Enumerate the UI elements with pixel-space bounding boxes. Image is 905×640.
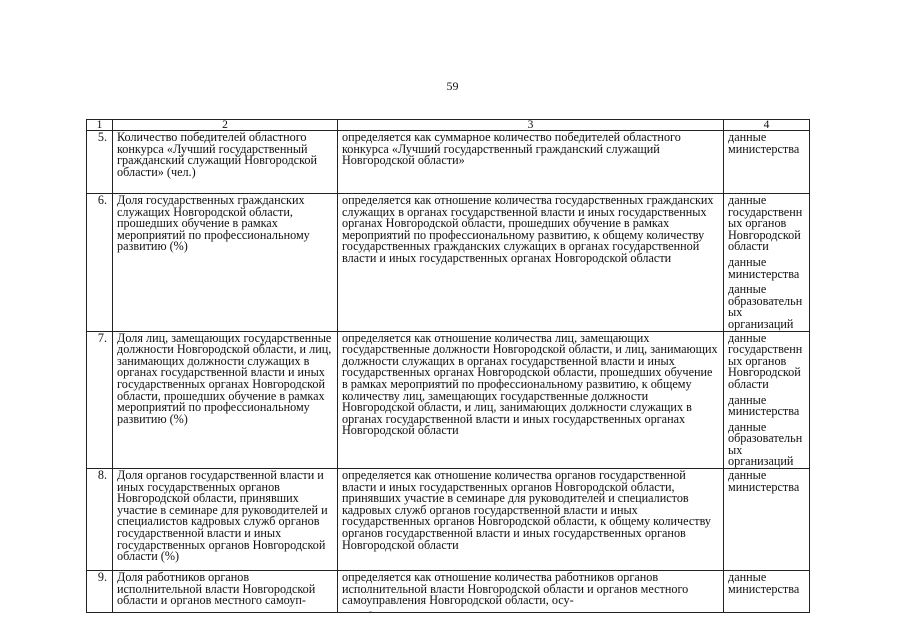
source-text: данные образовательных организаций (728, 282, 803, 331)
indicator-cell: Доля органов государственной власти и иных государственных органов Новгородской области, принявших участие в семинаре для руководителей и специалистов кадровых служб органов государственной власти и иных государственных органов Новгородской области (%) (113, 469, 338, 571)
method-cell: определяется как отношение количества лиц, замещающих государственные должности Новгородской области, и лиц, занимающих должности служащих в органах государственной власти и иных государственных органах Новгородской области, прошедших обучение в рамках мероприятий по профессиональному развитию, к общему количеству лиц, замещающих государственные должности Новгородской области, и лиц, занимающих должности служащих в органах государственной власти и иных государственных органах Новгородской области (338, 331, 724, 469)
row-number: 9. (87, 571, 113, 613)
source-text: данные государственных органов Новгородской области (728, 330, 803, 391)
source-text: данные министерства (728, 254, 800, 281)
source-text: данные министерства (728, 392, 800, 419)
row-number: 7. (87, 331, 113, 469)
header-cell: 4 (724, 120, 810, 131)
row-number: 5. (87, 131, 113, 194)
indicator-cell: Количество победителей областного конкурса «Лучший государственный гражданский служащий Новгородской области» (чел.) (113, 131, 338, 194)
header-cell: 1 (87, 120, 113, 131)
source-text: данные государственных органов Новгородской области (728, 193, 803, 254)
header-cell: 2 (113, 120, 338, 131)
header-cell: 3 (338, 120, 724, 131)
source-text: данные министерства (728, 468, 800, 494)
source-cell (724, 469, 810, 571)
table-row (87, 194, 810, 332)
method-cell: определяется как суммарное количество победителей областного конкурса «Лучший государственный гражданский служащий Новгородской области» (338, 131, 724, 194)
source-text: данные образовательных организаций (728, 419, 803, 469)
scan-speck (369, 611, 372, 612)
source-text: данные министерства (728, 130, 800, 156)
method-cell: определяется как отношение количества работников органов исполнительной власти Новгородской области и органов местного самоуправления Новгородской области, осу- (338, 571, 724, 613)
table-row (87, 571, 810, 613)
method-cell: определяется как отношение количества органов государственной власти и иных государственных органов Новгородской области, принявших участие в семинаре для руководителей и специалистов кадровых служб органов государственной власти и иных государственных органов Новгородской области, к общему количеству органов государственной власти и иных государственных органов Новгородской области (338, 469, 724, 571)
method-cell: определяется как отношение количества государственных гражданских служащих в органах государственной власти и иных государственных органах Новгородской области, прошедших обучение в рамках мероприятий по профессиональному развитию, к общему количеству государственных гражданских служащих в органах государственной власти и иных государственных органах Новгородской области (338, 194, 724, 332)
source-cell (724, 194, 810, 332)
page-number: 59 (446, 79, 459, 93)
row-number: 8. (87, 469, 113, 571)
table-row (87, 331, 810, 469)
indicator-cell: Доля государственных гражданских служащих Новгородской области, прошедших обучение в рамках мероприятий по профессиональному развитию (%) (113, 194, 338, 332)
row-number: 6. (87, 194, 113, 332)
table-row (87, 469, 810, 571)
indicator-cell: Доля работников органов исполнительной власти Новгородской области и органов местного самоуп- (113, 571, 338, 613)
source-cell (724, 131, 810, 194)
indicator-cell: Доля лиц, замещающих государственные должности Новгородской области, и лиц, занимающих должности служащих в органах государственной власти и иных государственных органах Новгородской области, прошедших обучение в рамках мероприятий по профессиональному развитию (%) (113, 331, 338, 469)
source-cell (724, 331, 810, 469)
indicators-table (86, 119, 810, 613)
table-row (87, 131, 810, 194)
table-header-row (87, 120, 810, 131)
source-text: данные министерства (728, 570, 800, 596)
source-cell (724, 571, 810, 613)
